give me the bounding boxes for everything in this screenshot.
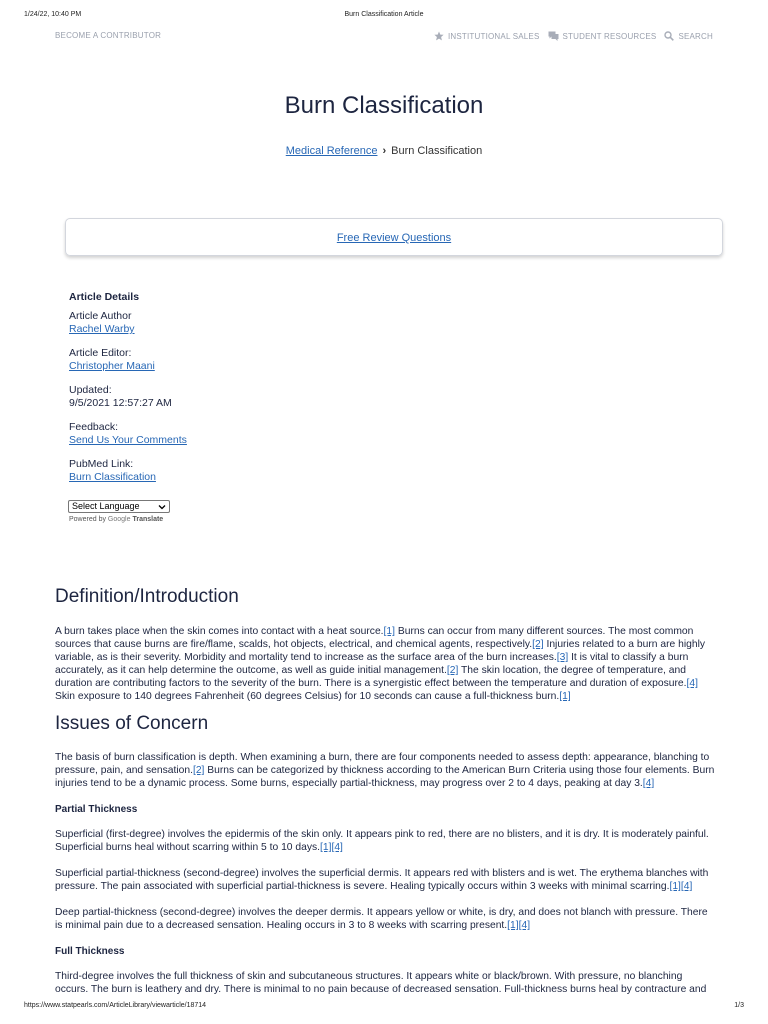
author-link[interactable]: Rachel Warby xyxy=(69,323,135,335)
language-select-value: Select Language xyxy=(72,501,140,511)
ref-link[interactable]: [1] xyxy=(383,626,395,637)
editor-link[interactable]: Christopher Maani xyxy=(69,360,155,372)
institutional-sales-label: INSTITUTIONAL SALES xyxy=(447,31,540,41)
concern-paragraph xyxy=(55,751,715,790)
intro-text-3: Injuries related to a burn are highly variable, as is their severity. Morbidity and mortality tend to increase as the surface area of the burn increases. xyxy=(55,639,706,663)
top-nav xyxy=(55,31,713,43)
breadcrumb-current: Burn Classification xyxy=(391,145,483,157)
institutional-sales-link[interactable] xyxy=(434,31,540,41)
article-details-heading: Article Details xyxy=(69,291,140,303)
send-comments-link[interactable]: Send Us Your Comments xyxy=(69,434,187,446)
print-header xyxy=(24,11,744,21)
ref-link[interactable]: [4] xyxy=(680,881,693,892)
ref-link[interactable]: [4] xyxy=(518,920,531,931)
ref-link[interactable]: [4] xyxy=(331,842,343,853)
search-icon xyxy=(664,31,674,41)
deep-partial-text: Deep partial-thickness (second-degree) involves the deeper dermis. It appears yellow or white, is dry, and does not blanch with pressure. There is minimal pain due to a decreased sensation. Healing occurs in 3 to 8 weeks with scarring present. xyxy=(55,907,708,931)
free-review-questions-link[interactable]: Free Review Questions xyxy=(336,232,452,244)
superficial-paragraph xyxy=(55,828,715,854)
full-thickness-text: Third-degree involves the full thickness of skin and subcutaneous structures. It appears white or black/brown. With pressure, no blanching occurs. The burn is leathery and dry. There is minimal to no pain because of decreased sensation. Full-thickness burns heal by contracture and xyxy=(55,971,707,995)
ref-link[interactable]: [4] xyxy=(686,678,698,689)
student-resources-link[interactable] xyxy=(548,31,657,41)
full-thickness-paragraph xyxy=(55,970,715,996)
article-details xyxy=(69,291,369,495)
translate-link[interactable]: Translate xyxy=(132,516,164,523)
intro-text-2: Burns can occur from many different sources. The most common sources that cause burns are fire/flame, scalds, hot objects, electrical, and chemical agents, respectively. xyxy=(55,626,694,650)
author-group xyxy=(69,310,369,336)
search-label: SEARCH xyxy=(678,31,713,41)
updated-group xyxy=(69,384,369,410)
concern-text-1: The basis of burn classification is depth. When examining a burn, there are four components needed to assess depth: appearance, blanching to pressure, pain, and sensation. xyxy=(55,752,710,776)
pubmed-link[interactable]: Burn Classification xyxy=(69,471,156,483)
superficial-text: Superficial (first-degree) involves the epidermis of the skin only. It appears pink to red, there are no blisters, and it is dry. It is moderately painful. Superficial burns heal without scarring within 5 to 10 days. xyxy=(55,829,709,853)
ref-link[interactable]: [2] xyxy=(192,765,205,776)
feedback-group xyxy=(69,421,369,447)
updated-value: 9/5/2021 12:57:27 AM xyxy=(69,397,172,409)
superficial-partial-paragraph xyxy=(55,867,715,893)
breadcrumb xyxy=(0,145,768,157)
print-url: https://www.statpearls.com/ArticleLibrary/viewarticle/18714 xyxy=(24,1002,207,1009)
print-title: Burn Classification Article xyxy=(344,11,424,18)
ref-link[interactable]: [1] xyxy=(320,842,332,853)
ref-link[interactable]: [1] xyxy=(669,881,681,892)
become-contributor-link[interactable]: BECOME A CONTRIBUTOR xyxy=(55,31,162,40)
chevron-down-icon xyxy=(158,503,166,511)
print-date: 1/24/22, 10:40 PM xyxy=(24,11,82,18)
ref-link[interactable]: [2] xyxy=(532,639,544,650)
ref-link[interactable]: [2] xyxy=(446,665,459,676)
intro-text-5: The skin location, the degree of temperature, and duration are contributing factors to the severity of the burn. There is a synergistic effect between the temperature and duration of exposure. xyxy=(55,665,687,689)
print-footer xyxy=(24,1002,744,1012)
deep-partial-paragraph xyxy=(55,906,715,932)
breadcrumb-medical-reference[interactable]: Medical Reference xyxy=(285,145,378,157)
powered-by-label: Powered by xyxy=(69,516,106,523)
student-resources-label: STUDENT RESOURCES xyxy=(562,31,657,41)
ref-link[interactable]: [1] xyxy=(507,920,519,931)
page-title: Burn Classification xyxy=(284,92,484,119)
partial-thickness-heading: Partial Thickness xyxy=(55,804,138,815)
intro-text-6: Skin exposure to 140 degrees Fahrenheit (60 degrees Celsius) for 10 seconds can cause a full-thickness burn. xyxy=(55,691,560,702)
ref-link[interactable]: [1] xyxy=(559,691,571,702)
author-label: Article Author xyxy=(69,310,132,322)
search-link[interactable] xyxy=(664,31,713,41)
intro-text-4: It is vital to classify a burn accurately, as it can help determine the outcome, as well as guide initial management. xyxy=(55,652,689,676)
intro-paragraph xyxy=(55,625,715,703)
chat-icon xyxy=(548,31,559,41)
chevron-right-icon: › xyxy=(382,145,387,157)
ref-link[interactable]: [3] xyxy=(556,652,569,663)
intro-text-1: A burn takes place when the skin comes into contact with a heat source. xyxy=(55,626,384,637)
editor-group xyxy=(69,347,369,373)
feedback-label: Feedback: xyxy=(69,421,119,433)
ref-link[interactable]: [4] xyxy=(642,778,655,789)
full-thickness-heading: Full Thickness xyxy=(55,946,125,957)
superficial-partial-text: Superficial partial-thickness (second-degree) involves the superficial dermis. It appears red with blisters and is wet. The erythema blanches with pressure. The pain associated with superficial partial-thickness is severe. Healing typically occurs within 3 weeks with minimal scarring. xyxy=(55,868,709,892)
concern-heading: Issues of Concern xyxy=(55,713,209,734)
pubmed-group xyxy=(69,458,369,484)
language-select[interactable] xyxy=(68,500,170,513)
editor-label: Article Editor: xyxy=(69,347,132,359)
pubmed-label: PubMed Link: xyxy=(69,458,134,470)
powered-by-translate xyxy=(69,516,163,523)
print-page-number: 1/3 xyxy=(734,1002,744,1009)
star-icon xyxy=(434,31,444,41)
concern-text-2: Burns can be categorized by thickness according to the American Burn Criteria using those four elements. Burn injuries tend to be a dynamic process. Some burns, especially partial-thickness, may progress over 2 to 4 days, peaking at day 3. xyxy=(55,765,715,789)
updated-label: Updated: xyxy=(69,384,112,396)
intro-heading: Definition/Introduction xyxy=(55,586,239,607)
review-questions-box xyxy=(65,218,723,256)
google-logo: Google xyxy=(107,516,131,523)
